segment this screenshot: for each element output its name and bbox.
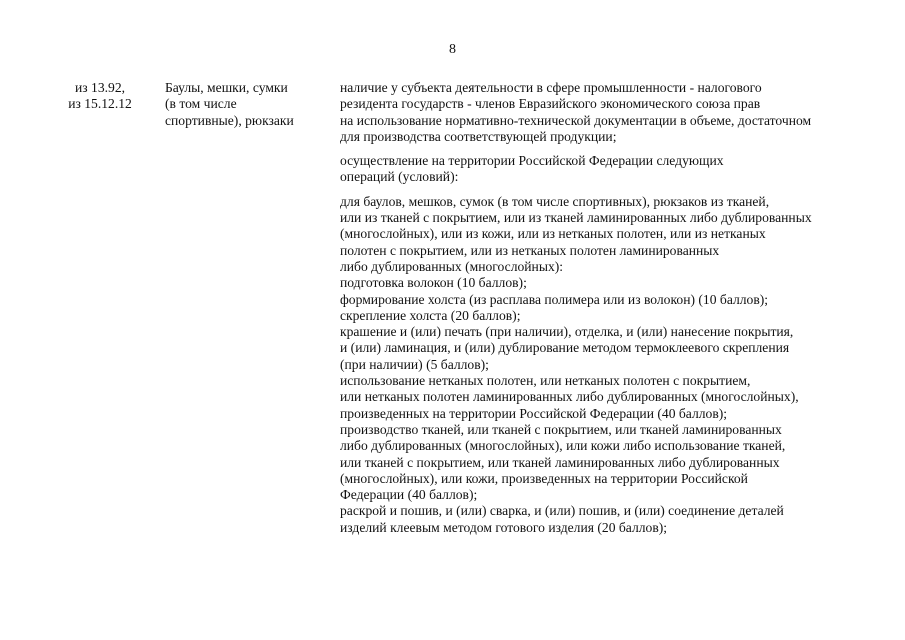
requirement-line: или из тканей с покрытием, или из тканей ламинированных либо дублированных [340, 210, 812, 226]
requirement-line: (многослойных), или из кожи, или из нетканых полотен, или из нетканых [340, 226, 766, 242]
requirement-line: и (или) ламинация, и (или) дублирование методом термоклеевого скрепления [340, 340, 790, 356]
requirement-line: произведенных на территории Российской Федерации (40 баллов); [340, 405, 728, 421]
requirement-paragraph [340, 194, 880, 536]
product-name-line: спортивные), рюкзаки [165, 112, 294, 128]
requirement-line: операций (условий): [340, 169, 459, 185]
okpd-code: из 13.92, [74, 80, 126, 95]
requirement-line: крашение и (или) печать (при наличии), отделка, и (или) нанесение покрытия, [340, 324, 794, 340]
requirements-cell [340, 80, 880, 536]
requirement-line: использование нетканых полотен, или нетканых полотен с покрытием, [340, 373, 751, 389]
requirement-line: для баулов, мешков, сумок (в том числе спортивных), рюкзаков из тканей, [340, 193, 770, 209]
requirement-paragraph [340, 80, 880, 145]
requirement-line: Федерации (40 баллов); [340, 487, 478, 503]
requirement-line: изделий клеевым методом готового изделия (20 баллов); [340, 519, 668, 535]
requirement-line: производство тканей, или тканей с покрытием, или тканей ламинированных [340, 421, 782, 437]
requirement-line: наличие у субъекта деятельности в сфере промышленности - налогового [340, 80, 762, 95]
okpd-codes-cell [50, 80, 150, 113]
requirement-line: либо дублированных (многослойных), или кожи либо использование тканей, [340, 438, 786, 454]
requirement-line: скрепление холста (20 баллов); [340, 307, 521, 323]
requirement-line: либо дублированных (многослойных): [340, 258, 564, 274]
requirement-line: полотен с покрытием, или из нетканых полотен ламинированных [340, 242, 720, 258]
product-name-line: (в том числе [165, 96, 237, 112]
product-name-cell [165, 80, 325, 129]
requirement-line: на использование нормативно-технической документации в объеме, достаточном [340, 112, 812, 128]
okpd-code: из 15.12.12 [68, 96, 132, 112]
requirement-line: резидента государств - членов Евразийского экономического союза прав [340, 96, 761, 112]
requirement-line: (при наличии) (5 баллов); [340, 356, 489, 372]
requirement-line: формирование холста (из расплава полимера или из волокон) (10 баллов); [340, 291, 769, 307]
requirement-line: подготовка волокон (10 баллов); [340, 275, 527, 291]
requirement-line: или нетканых полотен ламинированных либо дублированных (многослойных), [340, 389, 799, 405]
requirement-line: (многослойных), или кожи, произведенных на территории Российской [340, 470, 748, 486]
requirement-line: осуществление на территории Российской Федерации следующих [340, 153, 724, 169]
requirement-line: или тканей с покрытием, или тканей ламинированных либо дублированных [340, 454, 780, 470]
requirement-line: для производства соответствующей продукции; [340, 128, 617, 144]
requirement-line: раскрой и пошив, и (или) сварка, и (или) пошив, и (или) соединение деталей [340, 503, 784, 519]
product-name-line: Баулы, мешки, сумки [165, 80, 288, 95]
page-number: 8 [449, 42, 456, 57]
requirement-paragraph [340, 153, 880, 186]
